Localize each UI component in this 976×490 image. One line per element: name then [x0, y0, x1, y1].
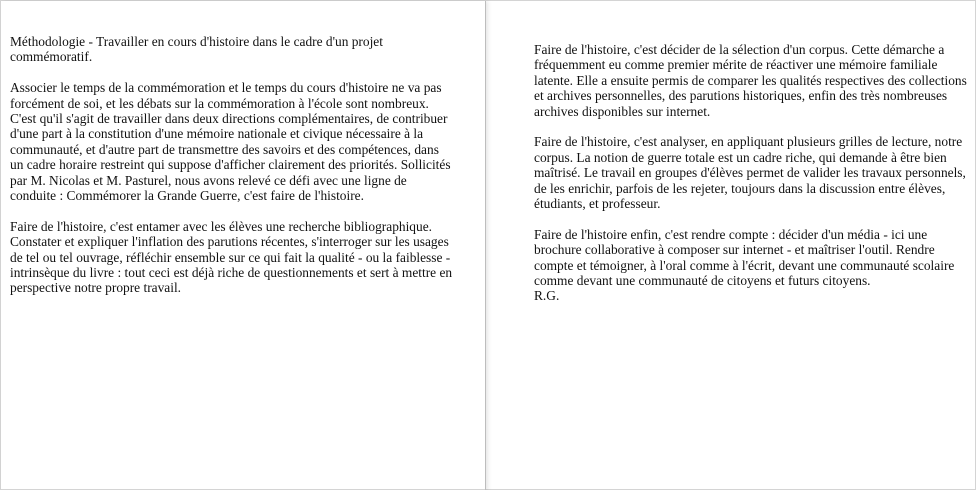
paragraph-bibliography: Faire de l'histoire, c'est entamer avec les élèves une recherche bibliographique. Constater et expliquer l'inflation des parutions récentes, s'interroger sur les usages de tel ou tel ouvrage, réfléchir ensemble sur ce qui fait la qualité - ou la faiblesse - intrinsèque du livre : tout ceci est déjà riche de questionnements et sert à mettre en perspective notre propre travail. [10, 218, 453, 296]
paragraph-analysis: Faire de l'histoire, c'est analyser, en appliquant plusieurs grilles de lecture, notre corpus. La notion de guerre totale est un cadre riche, qui demande à être bien maîtrisé. Le travail en groupes d'élèves permet de valider les travaux personnels, de les enrichir, parfois de les rejeter, toujours dans la discussion entre élèves, étudiants, et professeur. [534, 134, 966, 212]
paragraph-report: Faire de l'histoire enfin, c'est rendre compte : décider d'un média - ici une brochure collaborative à composer sur internet - et maîtriser l'outil. Rendre compte et témoigner, à l'oral comme à l'écrit, devant une communauté scolaire comme devant une communauté de citoyens et futurs citoyens. [534, 226, 955, 289]
page-title: Méthodologie - Travailler en cours d'histoire dans le cadre d'un projet commémoratif. [10, 34, 383, 65]
signature: R.G. [534, 288, 560, 304]
left-page [1, 1, 486, 490]
right-page [488, 1, 976, 490]
paragraph-commemoration: Associer le temps de la commémoration et le temps du cours d'histoire ne va pas forcément de soi, et les débats sur la commémoration à l'école sont nombreux. C'est qu'il s'agit de travailler dans deux directions complémentaires, de contribuer d'une part à la constitution d'une mémoire nationale et civique nécessaire à la communauté, et d'autre part de transmettre des savoirs et des compétences, dans un cadre horaire restreint qui suppose d'afficher clairement des priorités. Sollicités par M. Nicolas et M. Pasturel, nous avons relevé ce défi avec une ligne de conduite : Commémorer la Grande Guerre, c'est faire de l'histoire. [10, 80, 451, 204]
paragraph-corpus: Faire de l'histoire, c'est décider de la sélection d'un corpus. Cette démarche a fréquemment eu comme premier mérite de réactiver une mémoire familiale latente. Elle a ensuite permis de comparer les qualités respectives des collections et archives personnelles, des parutions historiques, enfin des très nombreuses archives disponibles sur internet. [534, 42, 967, 119]
